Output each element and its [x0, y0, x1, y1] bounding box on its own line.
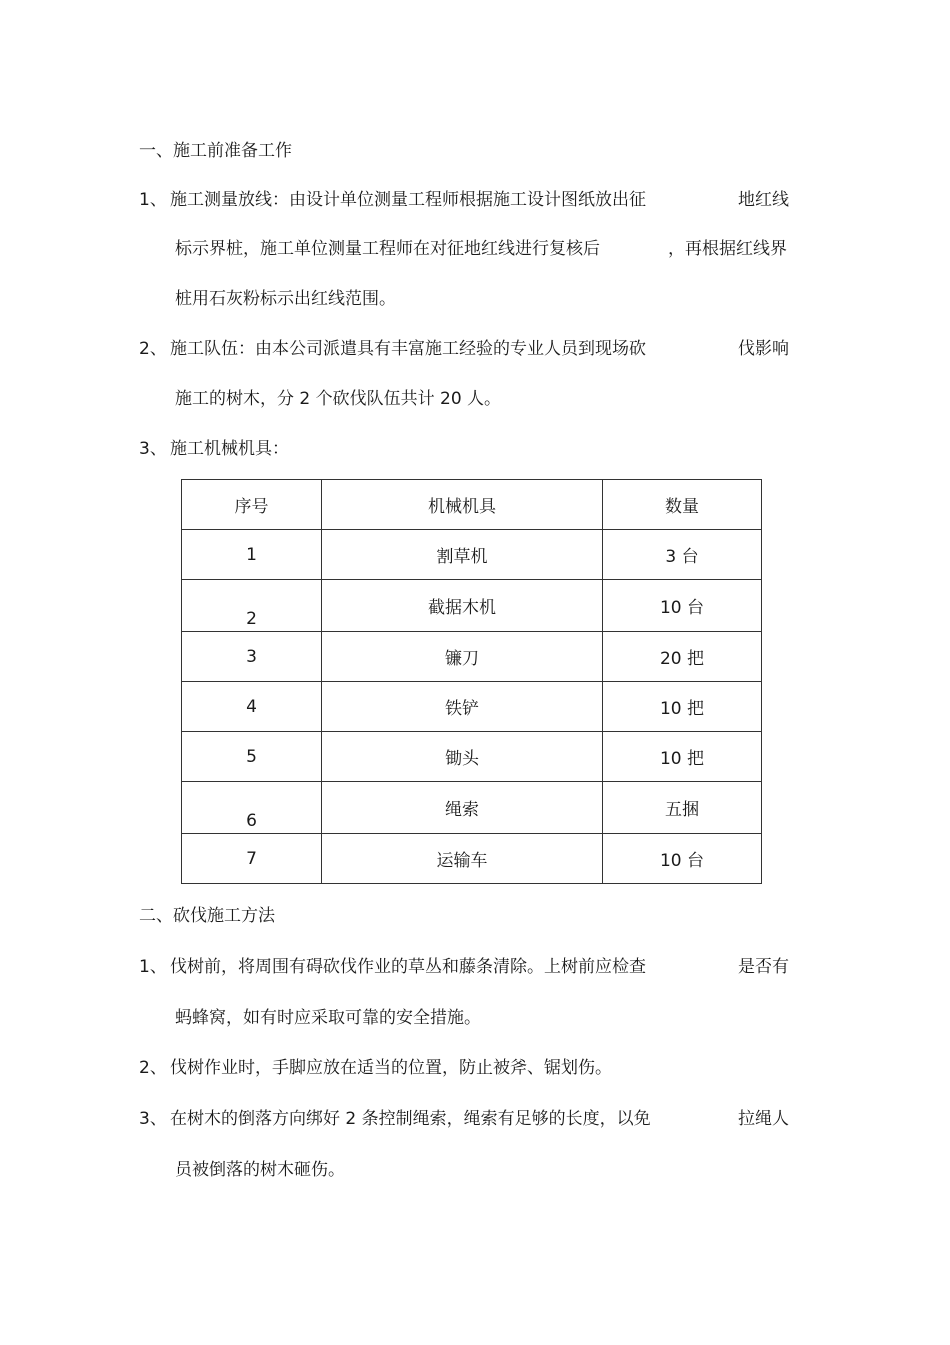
paragraph-text: 标示界桩，施工单位测量工程师在对征地红线进行复核后 [175, 239, 600, 259]
table-cell-name: 绳索 [322, 782, 603, 834]
item-number: 3、 [139, 439, 167, 459]
paragraph-text-tail: 是否有 [738, 957, 789, 977]
item-number: 1、 [139, 957, 167, 977]
paragraph-2-3-line-2: 员被倒落的树木砸伤。 [175, 1160, 345, 1180]
table-row [182, 782, 762, 834]
table-row [182, 834, 762, 884]
table-row [182, 682, 762, 732]
item-number: 2、 [139, 339, 167, 359]
table-cell-name: 割草机 [322, 530, 603, 580]
paragraph-text-tail: ，再根据红线界 [668, 239, 787, 259]
section-heading-1: 一、施工前准备工作 [139, 141, 292, 161]
table-cell-no: 2 [182, 580, 322, 632]
table-cell-no: 4 [182, 682, 322, 732]
table-cell-name: 截据木机 [322, 580, 603, 632]
table-cell-name: 镰刀 [322, 632, 603, 682]
paragraph-text: 伐树前，将周围有碍砍伐作业的草丛和藤条清除。上树前应检查 [170, 957, 646, 977]
section-heading-2: 二、砍伐施工方法 [139, 906, 275, 926]
table-cell-name: 锄头 [322, 732, 603, 782]
paragraph-1-1-line-3: 桩用石灰粉标示出红线范围。 [175, 289, 396, 309]
table-cell-qty: 10 把 [603, 682, 762, 732]
table-cell-no: 3 [182, 632, 322, 682]
paragraph-text: 施工测量放线：由设计单位测量工程师根据施工设计图纸放出征 [170, 190, 646, 210]
table-cell-qty: 10 把 [603, 732, 762, 782]
paragraph-text-tail: 拉绳人 [738, 1109, 789, 1129]
table-header-cell: 数量 [603, 480, 762, 530]
paragraph-text-tail: 地红线 [738, 190, 789, 210]
item-number: 3、 [139, 1109, 167, 1129]
table-cell-qty: 10 台 [603, 580, 762, 632]
equipment-table [181, 479, 762, 884]
paragraph-text: 施工机械机具： [170, 439, 289, 459]
table-cell-name: 铁铲 [322, 682, 603, 732]
paragraph-1-2-line-2: 施工的树木，分 2 个砍伐队伍共计 20 人。 [175, 389, 502, 409]
table-header-row [182, 480, 762, 530]
table-cell-no: 6 [182, 782, 322, 834]
table-header-cell: 序号 [182, 480, 322, 530]
paragraph-2-1-line-2: 蚂蜂窝，如有时应采取可靠的安全措施。 [175, 1008, 481, 1028]
table-row [182, 580, 762, 632]
item-number: 1、 [139, 190, 167, 210]
table-cell-name: 运输车 [322, 834, 603, 884]
table-row [182, 530, 762, 580]
paragraph-text: 在树木的倒落方向绑好 2 条控制绳索，绳索有足够的长度，以免 [170, 1109, 651, 1129]
table-cell-qty: 3 台 [603, 530, 762, 580]
paragraph-text-tail: 伐影响 [738, 339, 789, 359]
paragraph-text: 伐树作业时，手脚应放在适当的位置，防止被斧、锯划伤。 [170, 1058, 612, 1078]
table-cell-no: 7 [182, 834, 322, 884]
table-row [182, 732, 762, 782]
table-row [182, 632, 762, 682]
table-cell-no: 5 [182, 732, 322, 782]
table-cell-qty: 20 把 [603, 632, 762, 682]
table-header-cell: 机械机具 [322, 480, 603, 530]
paragraph-text: 施工队伍：由本公司派遣具有丰富施工经验的专业人员到现场砍 [170, 339, 646, 359]
table-cell-qty: 五捆 [603, 782, 762, 834]
item-number: 2、 [139, 1058, 167, 1078]
table-cell-no: 1 [182, 530, 322, 580]
table-cell-qty: 10 台 [603, 834, 762, 884]
